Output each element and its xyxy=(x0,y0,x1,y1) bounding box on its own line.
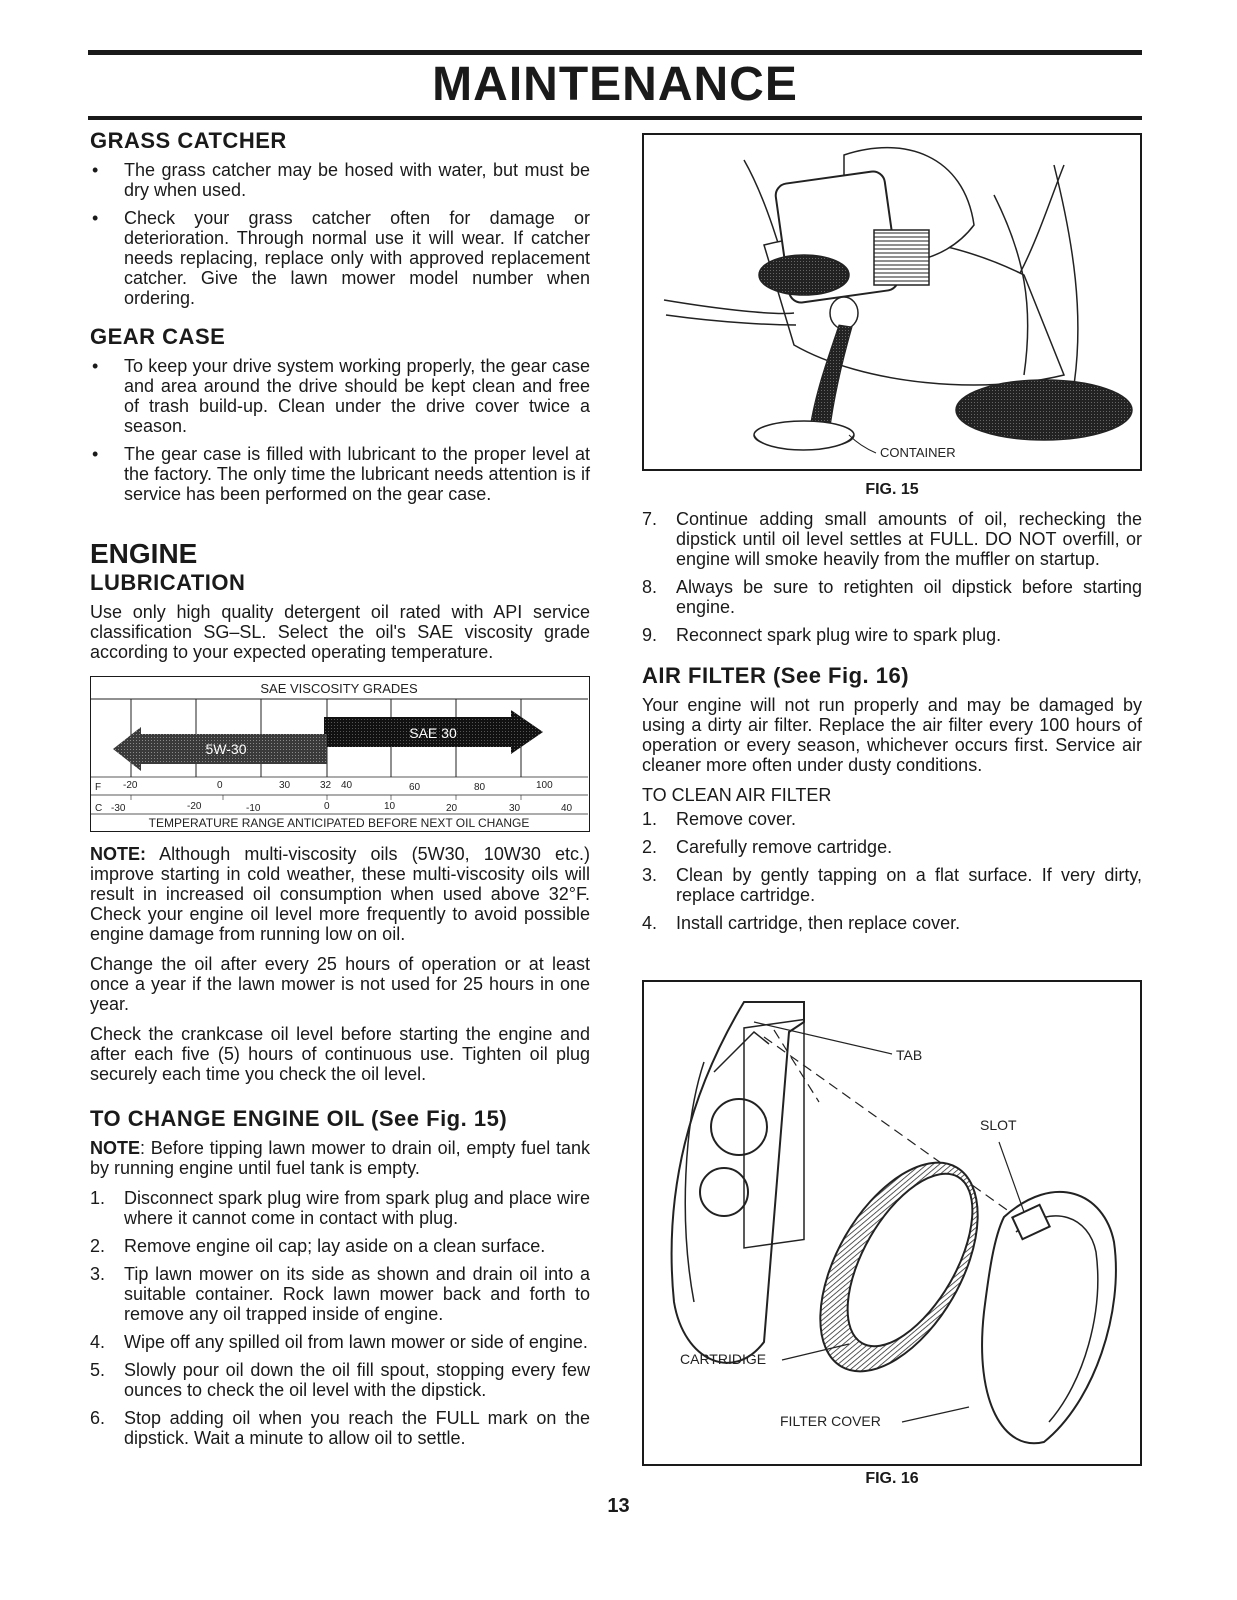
grass-catcher-heading: GRASS CATCHER xyxy=(90,128,287,153)
step-text: Remove engine oil cap; lay aside on a clean surface. xyxy=(124,1236,546,1256)
c-tick: 10 xyxy=(384,801,396,812)
top-rule xyxy=(88,50,1142,55)
lubrication-text: Use only high quality detergent oil rated with API service classification SG–SL. Select the oil's SAE viscosity grade according to your expected operating temperature. xyxy=(90,602,590,662)
list-item xyxy=(90,1264,590,1324)
engine-heading: ENGINE xyxy=(90,538,198,569)
step-number: 8. xyxy=(642,577,658,597)
step-number: 9. xyxy=(642,625,658,645)
step-text: Clean by gently tapping on a flat surface. If very dirty, replace cartridge. xyxy=(676,865,1142,905)
c-tick: -30 xyxy=(111,803,126,814)
note-label: NOTE: xyxy=(90,844,146,864)
grass-catcher-list xyxy=(90,160,590,308)
gear-case-heading: GEAR CASE xyxy=(90,324,226,349)
step-number: 5. xyxy=(90,1360,106,1380)
list-item: • To keep your drive system working properly, the gear case and area around the drive should be kept clean and free of trash build-up. Clean under the drive cover twice a season. xyxy=(90,356,590,436)
step-text: Remove cover. xyxy=(676,809,797,829)
fig16-graphic xyxy=(644,982,1140,1464)
page-number: 13 xyxy=(607,1495,630,1517)
title-underline xyxy=(88,116,1142,120)
list-item: • The grass catcher may be hosed with water, but must be dry when used. xyxy=(90,160,590,200)
air-filter-heading: AIR FILTER (See Fig. 16) xyxy=(642,663,910,688)
step-number: 3. xyxy=(90,1264,106,1284)
filter-cover-label: FILTER COVER xyxy=(780,1413,881,1429)
note-label: NOTE xyxy=(90,1138,141,1158)
gear-case-list xyxy=(90,356,590,504)
f-tick: 80 xyxy=(474,782,486,793)
list-item xyxy=(642,809,1142,829)
f-tick: 0 xyxy=(217,780,223,791)
list-item xyxy=(90,1236,590,1256)
fig16-caption: FIG. 16 xyxy=(865,1470,919,1487)
page-title: MAINTENANCE xyxy=(432,58,798,111)
fig16-illustration xyxy=(642,980,1142,1466)
c-tick: 40 xyxy=(561,803,573,814)
list-item xyxy=(90,1360,590,1400)
c-tick: 20 xyxy=(446,803,458,814)
note-text: : Before tipping lawn mower to drain oil, empty fuel tank by running engine until fuel tank is empty. xyxy=(90,1138,590,1178)
step-text: Tip lawn mower on its side as shown and drain oil into a suitable container. Rock lawn mower back and forth to remove any oil trapped inside of engine. xyxy=(124,1264,590,1324)
viscosity-chart-caption: TEMPERATURE RANGE ANTICIPATED BEFORE NEXT OIL CHANGE xyxy=(148,816,530,830)
c-tick: -10 xyxy=(246,803,261,814)
c-axis-label: C xyxy=(95,803,103,814)
air-filter-text: Your engine will not run properly and may be damaged by using a dirty air filter. Replace the air filter every 100 hours of operation or every season, whichever occurs first. Service air cleaner more often under dusty conditions. xyxy=(642,695,1142,775)
note-text: Although multi-viscosity oils (5W30, 10W30 etc.) improve starting in cold weather, these multi-viscosity oils will result in increased oil consumption when used above 32°F. Check your engine oil level more frequently to avoid possible engine damage from running low on oil. xyxy=(90,844,590,944)
fig15-illustration xyxy=(642,133,1142,471)
f-tick: 32 xyxy=(320,780,332,791)
list-item xyxy=(642,865,1142,905)
c-tick: 30 xyxy=(509,803,521,814)
c-tick: -20 xyxy=(187,801,202,812)
step-number: 2. xyxy=(642,837,658,857)
step-text: Always be sure to retighten oil dipstick before starting engine. xyxy=(676,577,1142,617)
list-item xyxy=(90,1408,590,1448)
step-number: 3. xyxy=(642,865,658,885)
slot-label: SLOT xyxy=(980,1117,1017,1133)
container-label: CONTAINER xyxy=(880,445,956,460)
step-number: 7. xyxy=(642,509,658,529)
step-text: Continue adding small amounts of oil, rechecking the dipstick until oil level settles at FULL. DO NOT overfill, or engine will smoke heavily from the muffler on startup. xyxy=(676,509,1142,569)
step-number: 1. xyxy=(90,1188,106,1208)
check-oil-paragraph: Check the crankcase oil level before starting the engine and after each five (5) hours of continuous use. Tighten oil plug securely each time you check the oil level. xyxy=(90,1024,590,1084)
change-oil-note xyxy=(90,1138,590,1178)
step-number: 4. xyxy=(90,1332,106,1352)
right-column xyxy=(642,133,1142,943)
step-number: 4. xyxy=(642,913,658,933)
change-oil-paragraph: Change the oil after every 25 hours of operation or at least once a year if the lawn mower is not used for 25 hours in one year. xyxy=(90,954,590,1014)
step-number: 1. xyxy=(642,809,658,829)
sae30-label: SAE 30 xyxy=(409,725,457,741)
list-item xyxy=(642,913,1142,933)
fig15-caption: FIG. 15 xyxy=(865,481,919,498)
step-text: Slowly pour oil down the oil fill spout, stopping every few ounces to check the oil level with the dipstick. xyxy=(124,1360,590,1400)
step-number: 2. xyxy=(90,1236,106,1256)
f-tick: 40 xyxy=(341,780,353,791)
step-text: Disconnect spark plug wire from spark plug and place wire where it cannot come in contact with plug. xyxy=(124,1188,590,1228)
step-text: Reconnect spark plug wire to spark plug. xyxy=(676,625,1002,645)
step-text: Wipe off any spilled oil from lawn mower or side of engine. xyxy=(124,1332,588,1352)
f-tick: -20 xyxy=(123,780,138,791)
tab-label: TAB xyxy=(896,1047,923,1063)
f-tick: 100 xyxy=(536,780,553,791)
change-oil-steps-continued xyxy=(642,509,1142,645)
f-axis-label: F xyxy=(95,782,102,793)
list-item xyxy=(642,509,1142,569)
f-tick: 60 xyxy=(409,782,421,793)
left-column xyxy=(90,128,590,1458)
list-item xyxy=(642,837,1142,857)
cartridge-label: CARTRIDIGE xyxy=(680,1351,767,1367)
multi-viscosity-note xyxy=(90,844,590,944)
air-filter-subheading: TO CLEAN AIR FILTER xyxy=(642,785,832,805)
viscosity-chart xyxy=(90,676,590,832)
list-item: • Check your grass catcher often for damage or deterioration. Through normal use it will wear. If catcher needs replacing, replace only with approved replacement catcher. Give the lawn mower model number when ordering. xyxy=(90,208,590,308)
fig15-graphic xyxy=(644,135,1140,469)
list-item: • The gear case is filled with lubricant to the proper level at the factory. The only time the lubricant needs attention is if service has been performed on the gear case. xyxy=(90,444,590,504)
c-tick: 0 xyxy=(324,801,330,812)
change-oil-heading: TO CHANGE ENGINE OIL (See Fig. 15) xyxy=(90,1106,508,1131)
viscosity-chart-title: SAE VISCOSITY GRADES xyxy=(260,681,418,696)
list-item xyxy=(90,1332,590,1352)
lubrication-heading: LUBRICATION xyxy=(90,570,246,595)
change-oil-steps xyxy=(90,1188,590,1448)
step-text: Carefully remove cartridge. xyxy=(676,837,893,857)
f-tick: 30 xyxy=(279,780,291,791)
list-item xyxy=(642,577,1142,617)
step-number: 6. xyxy=(90,1408,106,1428)
list-item xyxy=(642,625,1142,645)
step-text: Stop adding oil when you reach the FULL mark on the dipstick. Wait a minute to allow oil to settle. xyxy=(124,1408,590,1448)
list-item xyxy=(90,1188,590,1228)
viscosity-chart-graphic xyxy=(91,677,588,831)
5w30-label: 5W-30 xyxy=(205,741,247,757)
step-text: Install cartridge, then replace cover. xyxy=(676,913,961,933)
air-filter-steps xyxy=(642,809,1142,933)
